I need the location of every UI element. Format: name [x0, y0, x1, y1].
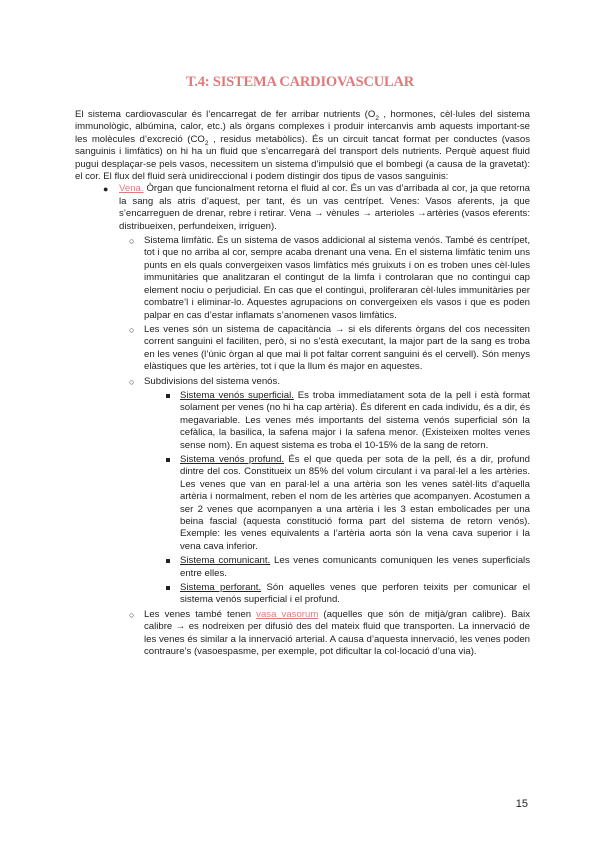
venos-superficial-text: Es troba immediatament sota de la pell i està format solament per venes (no hi ha cap artèria). És diferent en cada individu, és a dir, és megavariable. Les venes més importants del sistema venós superficial són la cefàlica, la basilica, la safena major i la safena menor. (Existeixen moltes venes sense nom). En aquest sistema es troba el 10-15% de la sang de retorn. [180, 389, 530, 451]
bullet-icon: ● [103, 184, 109, 195]
vena-term-link[interactable]: Vena. [119, 183, 144, 195]
sistema-comunicant-term: Sistema comunicant. [180, 555, 271, 567]
vena-sublist [129, 235, 531, 658]
list-item-sistema-comunicant [180, 555, 530, 580]
venos-superficial-term: Sistema venós superficial. [180, 389, 294, 401]
sistema-limfatic-text: Sistema limfàtic. És un sistema de vasos addicional al sistema venós. També és centrípet, tot i que no arriba al cor, sempre acaba drenant una vena. En el sistema limfàtic tenim uns punts en els quals convergeixen vasos limfàtics més gruixuts i on es troben unes cèl·lules immunitàries que analitzaran el contingut de la limfa i controlaran que no contingui cap element nociu o perjudicial. En cas que el contingui, proliferaran cèl·lules immunitàries per combatre’l i eliminar-lo. Aquestes agrupacions on convergeixen els vasos i que es poden palpar en cas d’estar inflamats s’anomenen vasos limfàtics. [144, 235, 530, 321]
circle-bullet-icon: ○ [129, 324, 135, 335]
intro-subscript-co2: 2 [204, 139, 209, 147]
vasa-vasorum-pre-text: Les venes també tenen [144, 608, 257, 620]
sistema-perforant-term: Sistema perforant. [180, 582, 262, 594]
vasa-vasorum-link[interactable]: vasa vasorum [256, 608, 319, 620]
list-item-capacitancia [129, 323, 530, 374]
list-item-venos-superficial [180, 390, 530, 452]
list-item-sistema-limfatic [129, 235, 530, 322]
intro-subscript-o2: 2 [375, 114, 379, 122]
vena-description: Òrgan que funcionalment retorna el fluid al cor. És un vas d’arribada al cor, ja que retorna la sang als atris d’aquest, per tant, és un vas centrípet. Venes: Vasos aferents, ja que s’encarreguen de drenar, rebre i retirar. Vena → vènules → arterioles →artèries (vasos eferents: distribueixen, perfundeixen, irriguen). [119, 183, 530, 232]
sistema-perforant-text: Són aquelles venes que perforen teixits per comunicar el sistema venós superficial i el profund. [180, 582, 530, 606]
intro-text-3: , residus metabòlics). És un circuit tancat format per conductes (vasos sanguinis i limfàtics) on hi ha un fluid que s’encarregarà del transport dels nutrients. Perquè aquest fluid pugui desplaçar-se pels vasos, necessitem un sistema d’impulsió que el bombegi (a causa de la gravetat): el cor. El flux del fluid serà unidireccional i podem distingir dos tipus de vasos sanguinis: [75, 133, 530, 183]
subdivisions-heading: Subdivisions del sistema venós. [144, 375, 280, 387]
list-item-subdivisions [129, 375, 530, 607]
page-title: T.4: SISTEMA CARDIOVASCULAR [185, 74, 415, 90]
square-bullet-icon [166, 458, 170, 462]
intro-text-1: El sistema cardiovascular és l’encarregat de fer arribar nutrients (O [75, 109, 376, 120]
venos-profund-term: Sistema venós profund. [180, 453, 285, 465]
list-item-venos-profund [180, 454, 530, 553]
square-bullet-icon [166, 394, 170, 398]
intro-text-2: , hormones, cèl·lules del sistema immunològic, albúmina, calor, etc.) als òrgans complexes i produir intercanvis amb aquests important-se les molècules d’excreció (CO [75, 109, 531, 145]
intro-paragraph [75, 109, 530, 183]
page-number: 15 [515, 798, 528, 810]
sistema-comunicant-text: Les venes comunicants comuniquen les venes superficials entre elles. [180, 555, 530, 579]
venos-profund-text: És el que queda per sota de la pell, és a dir, profund dintre del cos. Constitueix un 85% del volum circulant i va paral·lel a les artèries. Les venes que van en paral·lel a una artèria son les venes satèl·lits d’aquella artèria i normalment, reben el nom de les artèries que acompanyen. Acostumen a ser 2 venes que acompanyen a una artèria i les 3 estan embolicades per una beina fascial (aquesta constitució forma part del sistema de retorn venós). Exemple: les venes equivalents a l’artèria aorta són la vena cava superior i la vena cava inferior. [180, 453, 530, 552]
list-item-sistema-perforant [180, 582, 530, 607]
list-item-vena [103, 183, 531, 658]
list-item-vasa-vasorum [129, 608, 531, 659]
square-bullet-icon [166, 586, 170, 590]
circle-bullet-icon: ○ [129, 376, 135, 387]
capacitancia-text: Les venes són un sistema de capacitància → si els diferents òrgans del cos necessiten corrent sanguini el faciliten, però, si no s’està executant, la major part de la sang es troba en les venes (l’únic òrgan al que mai li pot faltar corrent sanguini és el cervell). Són menys elàstiques que les artèries, tot i que la llum és major en aquestes. [144, 323, 530, 373]
document-body [75, 109, 530, 658]
circle-bullet-icon: ○ [129, 609, 135, 620]
subdivisions-list [180, 390, 530, 607]
vessel-type-list [103, 183, 531, 658]
vasa-vasorum-post-text: (aquelles que són de mitjà/gran calibre). Baix calibre → es nodreixen per difusió des del mateix fluid que transporten. La innervació de les venes és similar a la innervació arterial. A causa d’aquesta innervació, les venes poden contraure’s (vasoespasme, per exemple, pot dificultar la col·locació d’una via). [144, 608, 531, 658]
circle-bullet-icon: ○ [129, 236, 135, 247]
square-bullet-icon [166, 559, 170, 563]
